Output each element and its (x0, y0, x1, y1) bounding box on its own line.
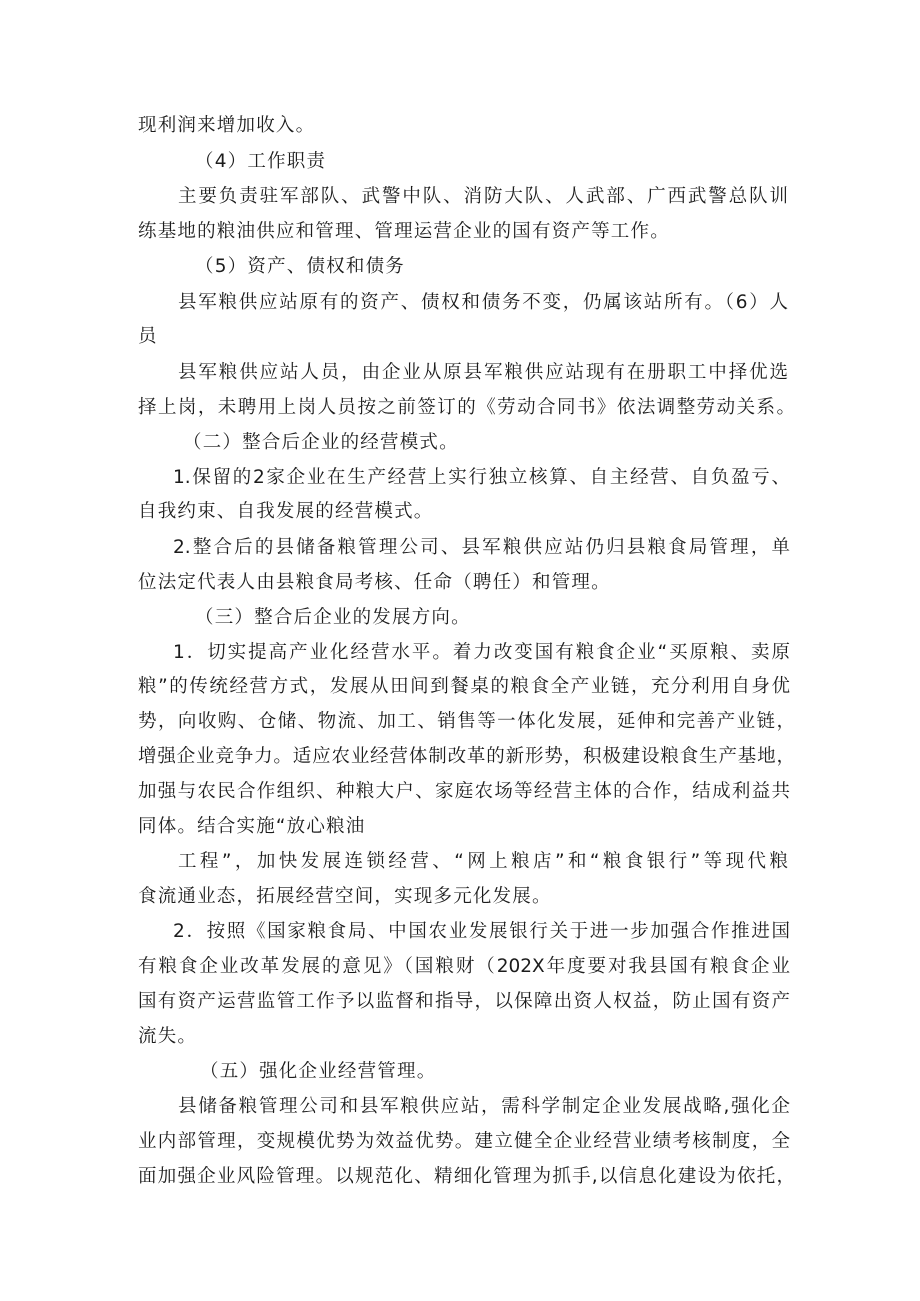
text-line: 2．按照《国家粮食局、中国农业发展银行关于进一步加强合作推进国 (173, 921, 790, 942)
text-line: 位法定代表人由县粮食局考核、任命（聘任）和管理。 (138, 572, 611, 593)
section-heading: （三）整合后企业的发展方向。 (195, 607, 471, 628)
text-line: 业内部管理，变规模优势为效益优势。建立健全企业经营业绩考核制度，全 (138, 1131, 790, 1152)
text-line: 工程”，加快发展连锁经营、“网上粮店”和“粮食银行”等现代粮 (178, 851, 788, 872)
text-line: 粮”的传统经营方式，发展从田间到餐桌的粮食全产业链，充分利用自身优 (138, 676, 790, 697)
section-heading: （5）资产、债权和债务 (195, 256, 405, 277)
section-heading: （4）工作职责 (195, 151, 327, 172)
text-line: 员 (138, 326, 158, 347)
text-line: 现利润来增加收入。 (138, 115, 316, 136)
text-line: 择上岗，未聘用上岗人员按之前签订的《劳动合同书》依法调整劳动关系。 (138, 397, 795, 418)
text-line: 势，向收购、仓储、物流、加工、销售等一体化发展，延伸和完善产业链， (138, 711, 795, 732)
text-line: 2.整合后的县储备粮管理公司、县军粮供应站仍归县粮食局管理，单 (173, 537, 790, 558)
text-line: 县军粮供应站人员，由企业从原县军粮供应站现有在册职工中择优选 (178, 362, 788, 383)
section-heading: （二）整合后企业的经营模式。 (183, 432, 459, 453)
text-line: 自我约束、自我发展的经营模式。 (138, 501, 434, 522)
text-line: 加强与农民合作组织、种粮大户、家庭农场等经营主体的合作，结成利益共 (138, 781, 790, 802)
text-line: 练基地的粮油供应和管理、管理运营企业的国有资产等工作。 (138, 221, 670, 242)
text-line: 增强企业竞争力。适应农业经营体制改革的新形势，积极建设粮食生产基地， (138, 746, 795, 767)
text-line: 1．切实提高产业化经营水平。着力改变国有粮食企业“买原粮、卖原 (173, 642, 790, 663)
section-heading: （五）强化企业经营管理。 (200, 1061, 437, 1082)
text-line: 1.保留的2家企业在生产经营上实行独立核算、自主经营、自负盈亏、 (173, 467, 790, 488)
text-line: 流失。 (138, 1026, 198, 1047)
text-line: 同体。结合实施“放心粮油 (138, 816, 366, 837)
text-line: 国有资产运营监管工作予以监督和指导，以保障出资人权益，防止国有资产 (138, 991, 790, 1012)
text-line: 县军粮供应站原有的资产、债权和债务不变，仍属该站所有。（6）人 (178, 292, 788, 313)
text-line: 县储备粮管理公司和县军粮供应站，需科学制定企业发展战略,强化企 (178, 1096, 790, 1117)
text-line: 食流通业态，拓展经营空间，实现多元化发展。 (138, 886, 552, 907)
text-line: 有粮食企业改革发展的意见》（国粮财（202X年度要对我县国有粮食企业 (138, 956, 790, 977)
text-line: 主要负责驻军部队、武警中队、消防大队、人武部、广西武警总队训 (178, 186, 788, 207)
text-line: 面加强企业风险管理。以规范化、精细化管理为抓手,以信息化建设为依托， (138, 1166, 795, 1187)
